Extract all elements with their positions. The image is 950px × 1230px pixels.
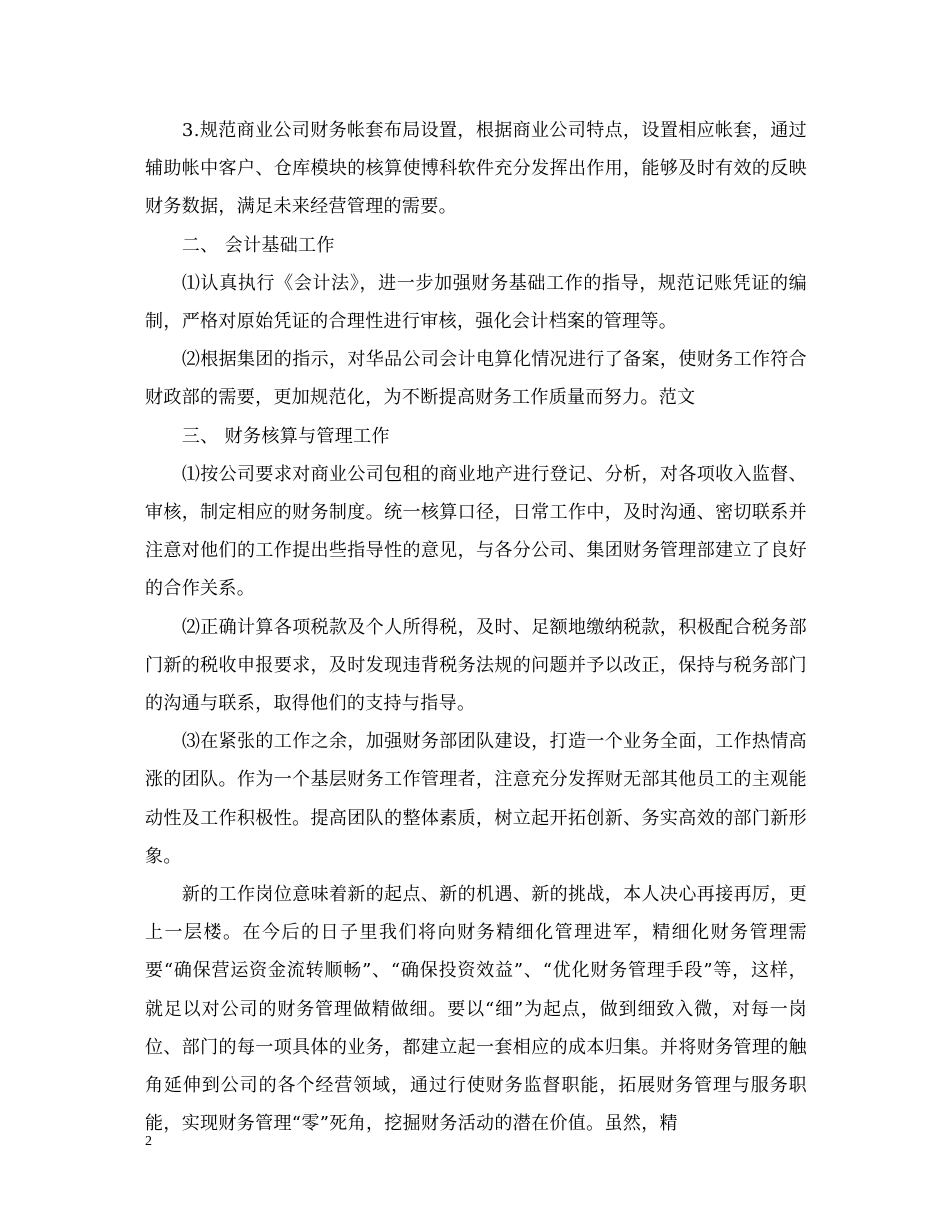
paragraph-team-building: ⑶在紧张的工作之余，加强财务部团队建设，打造一个业务全面，工作热情高涨的团队。作为一个基层财务工作管理者，注意充分发挥财无部其他员工的主观能动性及工作积极性。提高团队的整体素质，树立起开拓创新、务实高效的部门新形象。 <box>145 731 807 867</box>
paragraph-real-estate: ⑴按公司要求对商业公司包租的商业地产进行登记、分析，对各项收入监督、审核，制定相应的财务制度。统一核算口径，日常工作中，及时沟通、密切联系并注意对他们的工作提出些指导性的意见，与各分公司、集团财务管理部建立了良好的合作关系。 <box>145 463 807 600</box>
document-body <box>145 112 807 1143</box>
section-heading-financial-management: 三、 财务核算与管理工作 <box>181 425 390 447</box>
paragraph-future-plans: 新的工作岗位意味着新的起点、新的机遇、新的挑战，本人决心再接再厉，更上一层楼。在今后的日子里我们将向财务精细化管理进军，精细化财务管理需要“确保营运资金流转顺畅”、“确保投资效益”、“优化财务管理手段”等，这样，就足以对公司的财务管理做精做细。要以“细”为起点，做到细致入微，对每一岗位、部门的每一项具体的业务，都建立起一套相应的成本归集。并将财务管理的触角延伸到公司的各个经营领域，通过行使财务监督职能，拓展财务管理与服务职能，实现财务管理“零”死角，挖掘财务活动的潜在价值。虽然，精 <box>145 884 807 1135</box>
page-number: 2 <box>145 1134 152 1149</box>
paragraph-accounting-law: ⑴认真执行《会计法》，进一步加强财务基础工作的指导，规范记账凭证的编制，严格对原始凭证的合理性进行审核，强化会计档案的管理等。 <box>145 272 807 333</box>
section-heading-accounting-basics: 二、 会计基础工作 <box>181 234 335 256</box>
paragraph-electronic-accounting: ⑵根据集团的指示，对华品公司会计电算化情况进行了备案，使财务工作符合财政部的需要，更加规范化，为不断提高财务工作质量而努力。范文 <box>145 349 807 409</box>
paragraph-taxes: ⑵正确计算各项税款及个人所得税，及时、足额地缴纳税款，积极配合税务部门新的税收申报要求，及时发现违背税务法规的问题并予以改正，保持与税务部门的沟通与联系，取得他们的支持与指导。 <box>145 616 807 715</box>
paragraph-account-setup: 3.规范商业公司财务帐套布局设置，根据商业公司特点，设置相应帐套，通过辅助帐中客户、仓库模块的核算使博科软件充分发挥出作用，能够及时有效的反映财务数据，满足未来经营管理的需要。 <box>145 120 807 218</box>
